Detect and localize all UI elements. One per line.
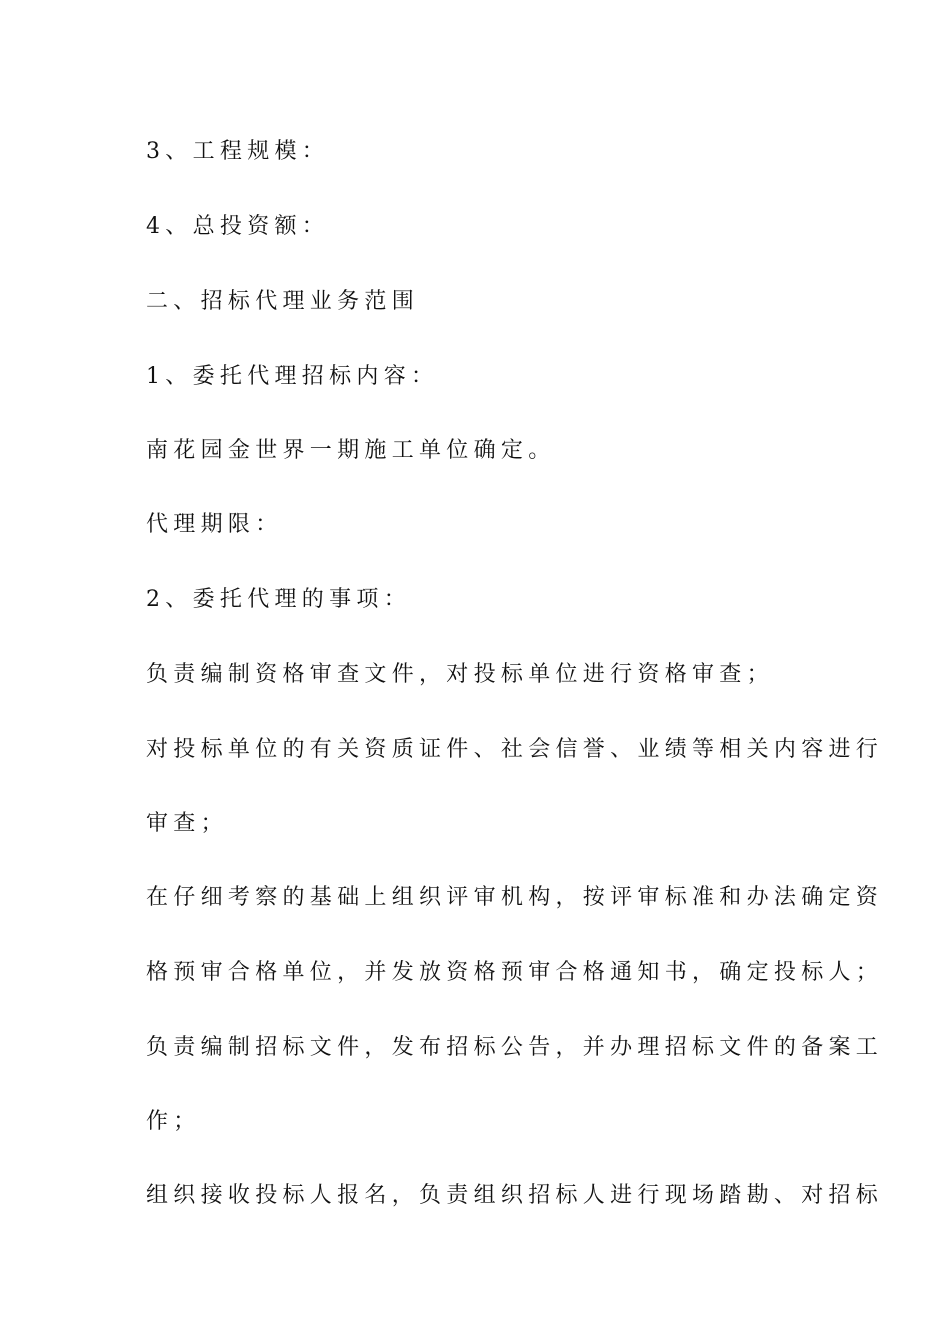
paragraph-line: 对投标单位的有关资质证件、社会信誉、业绩等相关内容进行 (146, 737, 884, 762)
paragraph-line: 格预审合格单位，并发放资格预审合格通知书，确定投标人； (146, 960, 884, 985)
section-heading-agency-scope: 二、招标代理业务范围 (146, 289, 420, 314)
paragraph-line: 在仔细考察的基础上组织评审机构，按评审标准和办法确定资 (146, 885, 884, 910)
paragraph-line: 组织接收投标人报名，负责组织招标人进行现场踏勘、对招标 (146, 1183, 884, 1208)
paragraph-line: 作； (146, 1109, 201, 1134)
section-item-entrusted-matters: 2、委托代理的事项： (146, 587, 411, 612)
paragraph-line: 南花园金世界一期施工单位确定。 (146, 438, 556, 463)
paragraph-line: 代理期限： (146, 512, 283, 537)
paragraph-line: 负责编制招标文件，发布招标公告，并办理招标文件的备案工 (146, 1035, 884, 1060)
section-item-entrusted-content: 1、委托代理招标内容： (146, 364, 439, 389)
paragraph-line: 审查； (146, 811, 228, 836)
section-item-project-scale: 3、工程规模： (146, 139, 330, 164)
paragraph-line: 负责编制资格审查文件，对投标单位进行资格审查； (146, 662, 774, 687)
section-item-total-investment: 4、总投资额： (146, 214, 330, 239)
